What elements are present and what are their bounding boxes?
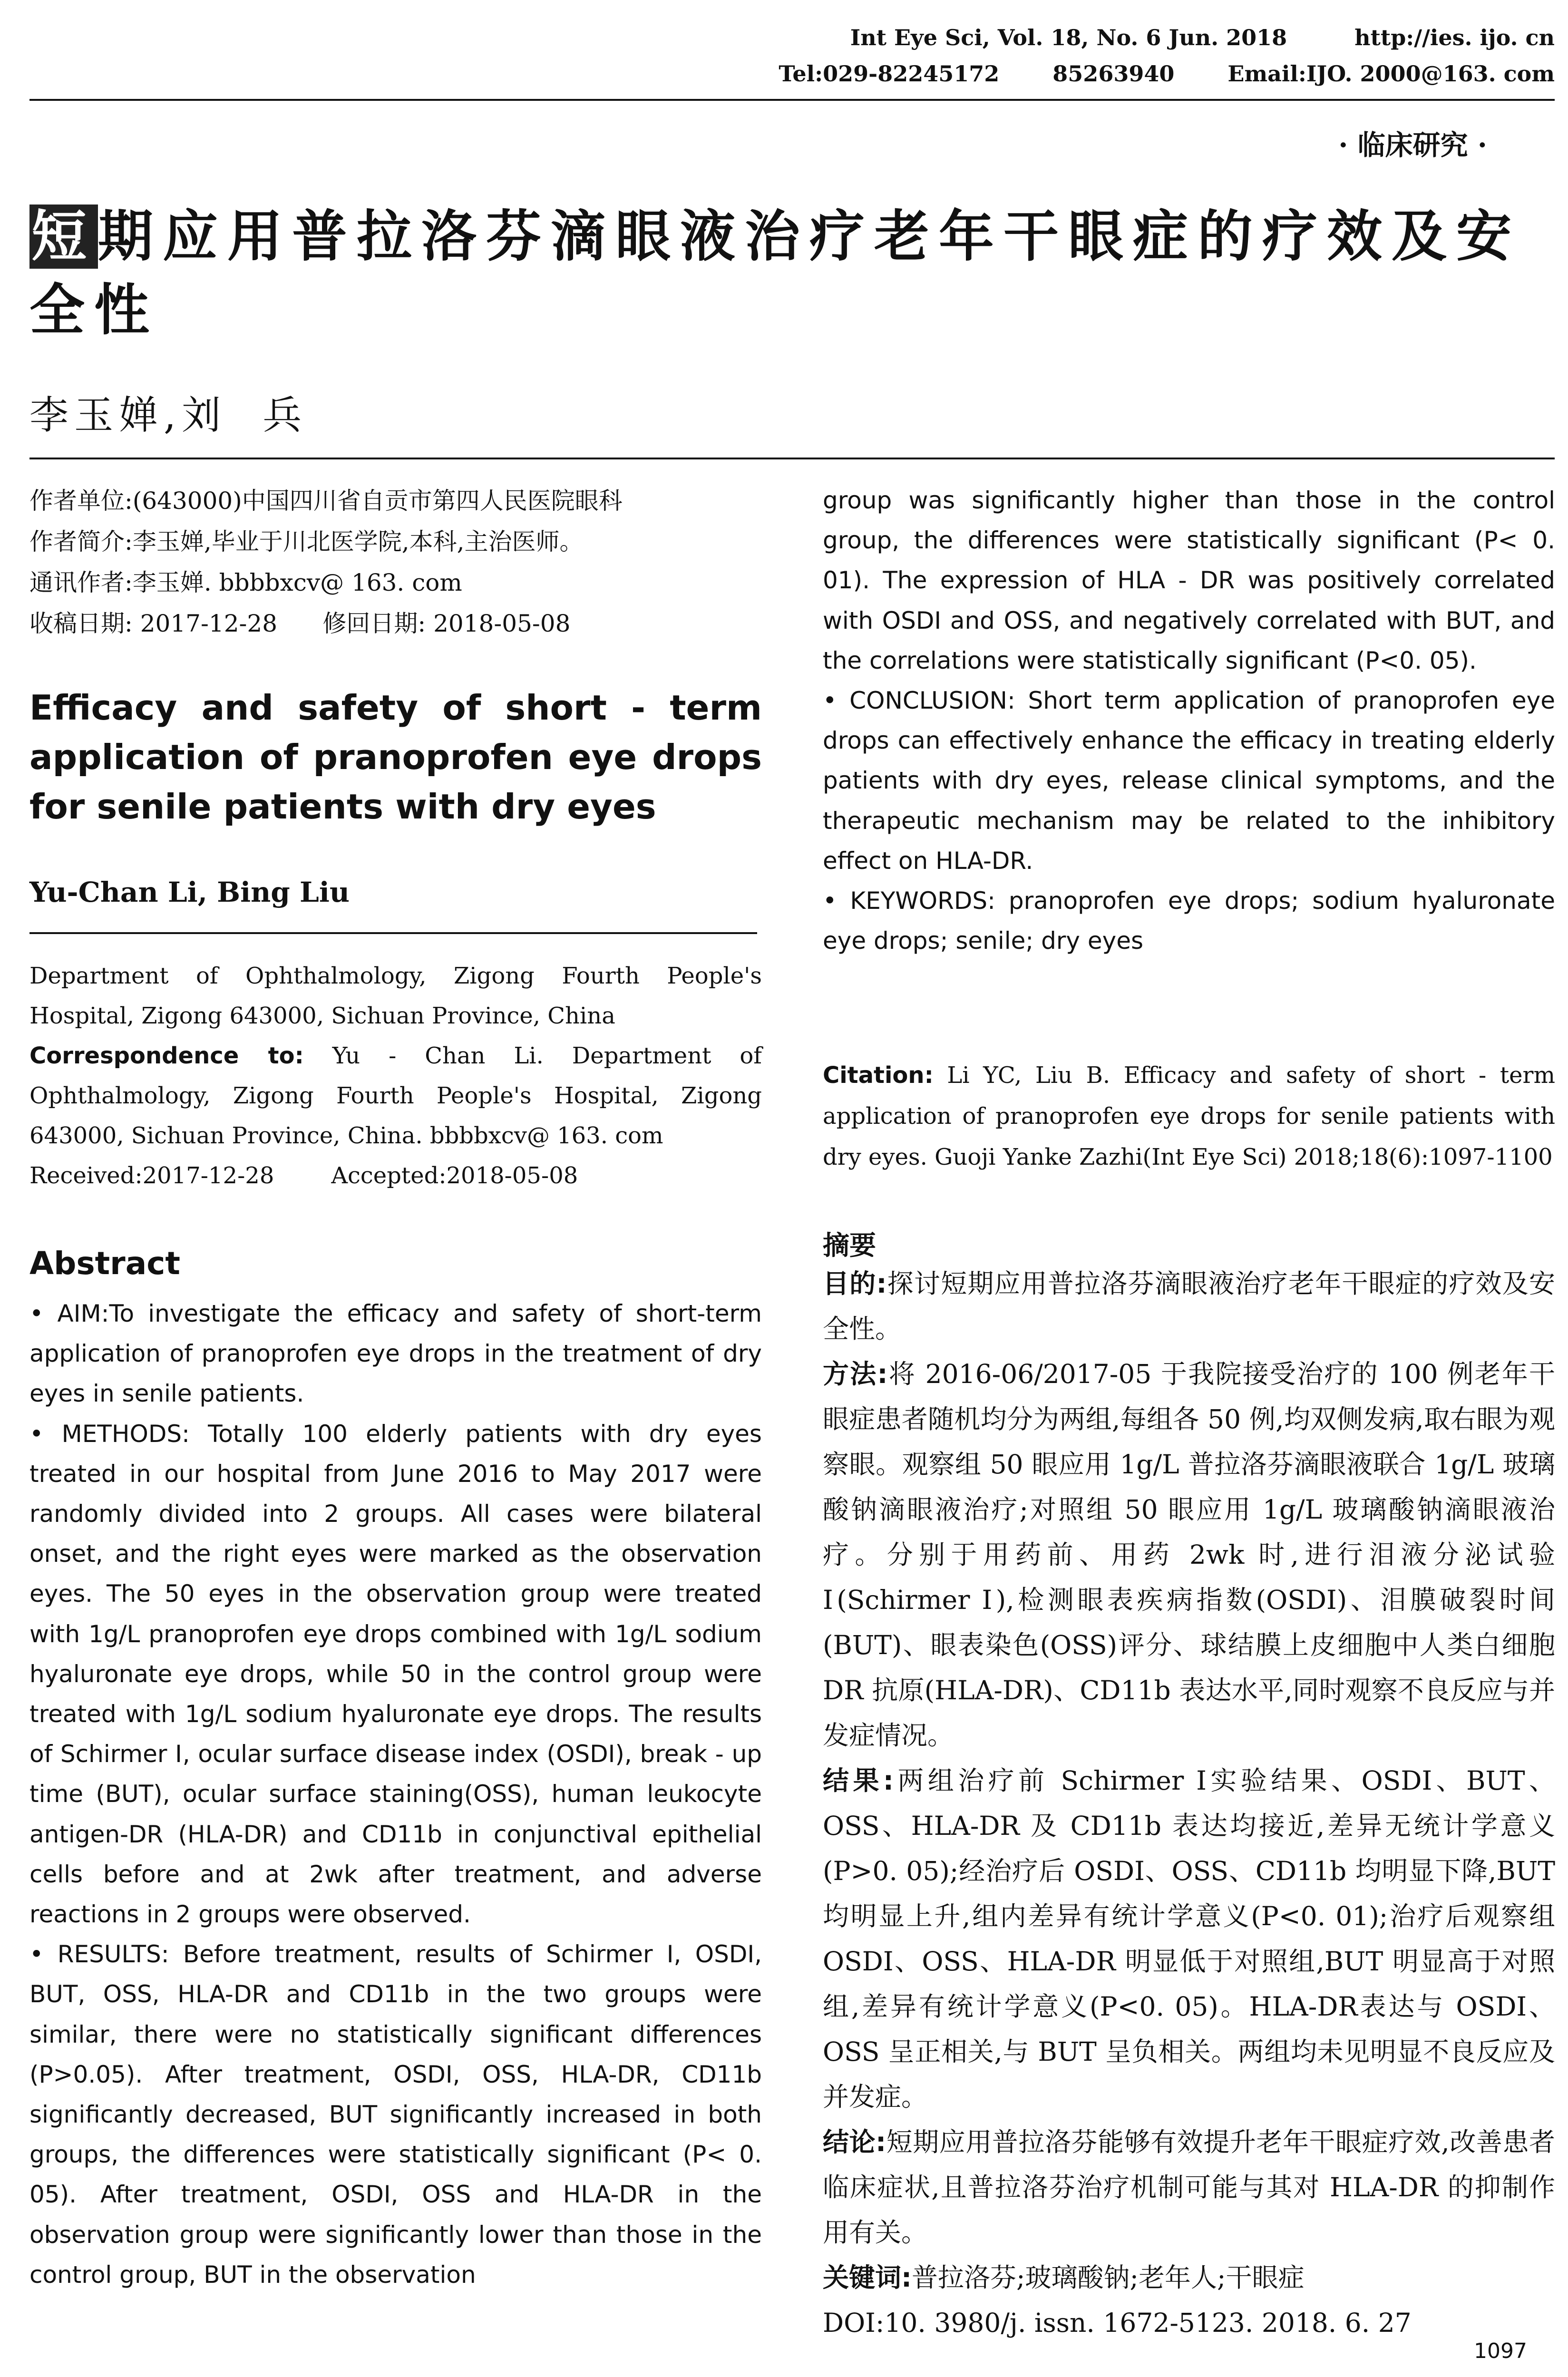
en-dates (29, 1156, 762, 1196)
cn-conclusion-label: 结论: (823, 2127, 886, 2157)
abstract-results-part1: • RESULTS: Before treatment, results of Schirmer I, OSDI, BUT, OSS, HLA-DR and CD11b in the two groups were similar, there were no statistically significant differences (P>0.05). After treatment, OSDI, OSS, HLA-DR, CD11b significantly decreased, BUT significantly increased in both groups, the differences were statistically significant (P< 0. 05). After treatment, OSDI, OSS and HLA-DR in the observation group were significantly lower than those in the control group, BUT in the observation (29, 1940, 762, 2289)
cn-meta-bio: 作者简介:李玉婵,毕业于川北医学院,本科,主治医师。 (29, 528, 584, 555)
cn-aim-label: 目的: (823, 1268, 887, 1299)
citation-label: Citation: (823, 1062, 934, 1089)
abstract-methods: • METHODS: Totally 100 elderly patients with dry eyes treated in our hospital from June 2016 to May 2017 were randomly divided into 2 groups. All cases were bilateral onset, and the right eyes were marked as the observation eyes. The 50 eyes in the observation group were treated with 1g/L pranoprofen eye drops combined with 1g/L sodium hyaluronate eye drops, while 50 in the control group were treated with 1g/L sodium hyaluronate eye drops. The results of Schirmer Ⅰ, ocular surface disease index (OSDI), break - up time (BUT), ocular surface staining(OSS), human leukocyte antigen-DR (HLA-DR) and CD11b in conjunctival epithelial cells before and at 2wk after treatment, and adverse reactions in 2 groups were observed. (29, 1420, 762, 1929)
cn-conclusion-text: 短期应用普拉洛芬能够有效提升老年干眼症疗效,改善患者临床症状,且普拉洛芬治疗机制可能与其对 HLA-DR 的抑制作用有关。 (823, 2127, 1556, 2248)
correspondence-text: Yu - Chan Li. Department of Ophthalmology, Zigong Fourth People's Hospital, Zigong 643000, Sichuan Province, China. bbbbxcv@ 163. com (29, 1042, 762, 1149)
en-authors: Yu-Chan Li, Bing Liu (29, 876, 350, 908)
accepted-date: Accepted:2018-05-08 (331, 1162, 578, 1189)
cn-methods-label: 方法: (823, 1359, 888, 1389)
abstract-keywords: • KEYWORDS: pranoprofen eye drops; sodium hyaluronate eye drops; senile; dry eyes (823, 887, 1555, 955)
title-rule (29, 458, 1555, 459)
cn-keywords-label: 关键词: (823, 2262, 912, 2293)
journal-email: Email:IJO. 2000@163. com (1227, 61, 1555, 87)
cn-doi: DOI:10. 3980/j. issn. 1672-5123. 2018. 6. 27 (823, 2308, 1412, 2338)
journal-tel2: 85263940 (1052, 61, 1175, 87)
journal-citation: Int Eye Sci, Vol. 18, No. 6 Jun. 2018 (850, 25, 1287, 50)
title-rest: 期应用普拉洛芬滴眼液治疗老年干眼症的疗效及安全性 (29, 205, 1521, 342)
cn-meta-corresponding: 通讯作者:李玉婵. bbbbxcv@ 163. com (29, 569, 462, 596)
cn-meta (29, 480, 762, 644)
cn-aim-text: 探讨短期应用普拉洛芬滴眼液治疗老年干眼症的疗效及安全性。 (823, 1268, 1555, 1344)
journal-url: http://ies. ijo. cn (1354, 25, 1555, 50)
abstract-aim: • AIM:To investigate the efficacy and safety of short-term application of pranoprofen eye drops in the treatment of dry eyes in senile patients. (29, 1300, 762, 1408)
section-tag: · 临床研究 · (1338, 129, 1487, 161)
abstract-right (823, 480, 1555, 961)
authors-cn: 李玉婵,刘 兵 (29, 393, 308, 438)
cn-results (823, 1758, 1555, 2120)
en-authors-rule (29, 932, 757, 934)
cn-methods-text: 将 2016-06/2017-05 于我院接受治疗的 100 例老年干眼症患者随机均分为两组,每组各 50 例,均双侧发病,取右眼为观察眼。观察组 50 眼应用 1g/L 普拉洛芬滴眼液联合 1g/L 玻璃酸钠滴眼液治疗;对照组 50 眼应用 1g/L 玻璃酸钠滴眼液治疗。分别于用药前、用药 2wk 时,进行泪液分泌试验Ⅰ(Schirmer Ⅰ),检测眼表疾病指数(OSDI)、泪膜破裂时间(BUT)、眼表染色(OSS)评分、球结膜上皮细胞中人类白细胞 DR 抗原(HLA-DR)、CD11b 表达水平,同时观察不良反应与并发症情况。 (823, 1359, 1555, 1751)
article-title (29, 200, 1551, 347)
cn-meta-affiliation: 作者单位:(643000)中国四川省自贡市第四人民医院眼科 (29, 487, 623, 515)
title-first-char: 短 (29, 205, 98, 269)
page-number: 1097 (1474, 2339, 1527, 2363)
cn-methods (823, 1352, 1555, 1758)
abstract-conclusion: • CONCLUSION: Short term application of pranoprofen eye drops can effectively enhance the efficacy in treating elderly patients with dry eyes, release clinical symptoms, and the therapeutic mechanism may be related to the inhibitory effect on HLA-DR. (823, 687, 1555, 875)
received-date: Received:2017-12-28 (29, 1162, 274, 1189)
journal-tel: Tel:029-82245172 (779, 61, 1000, 87)
en-meta (29, 956, 762, 1196)
cn-conclusion (823, 2120, 1555, 2255)
en-title: Efficacy and safety of short - term application of pranoprofen eye drops for senile patients with dry eyes (29, 688, 762, 827)
cn-meta-dates: 收稿日期: 2017-12-28 修回日期: 2018-05-08 (29, 610, 571, 637)
running-header-line2 (779, 61, 1555, 87)
en-correspondence (29, 1036, 762, 1156)
correspondence-label: Correspondence to: (29, 1042, 304, 1069)
en-department: Department of Ophthalmology, Zigong Fourth People's Hospital, Zigong 643000, Sichuan Province, China (29, 963, 762, 1029)
header-rule (29, 99, 1555, 101)
cn-keywords-text: 普拉洛芬;玻璃酸钠;老年人;干眼症 (912, 2262, 1305, 2293)
abstract-heading: Abstract (29, 1245, 180, 1282)
citation (823, 1055, 1555, 1178)
cn-abstract (823, 1261, 1555, 2346)
abstract-results-part2: group was significantly higher than those in the control group, the differences were statistically significant (P< 0. 01). The expression of HLA - DR was positively correlated with OSDI and OSS, and negatively correlated with BUT, and the correlations were statistically significant (P<0. 05). (823, 487, 1555, 674)
citation-text: Li YC, Liu B. Efficacy and safety of short - term application of pranoprofen eye drops for senile patients with dry eyes. Guoji Yanke Zazhi(Int Eye Sci) 2018;18(6):1097-1100 (823, 1062, 1555, 1170)
cn-results-label: 结果: (823, 1765, 894, 1796)
cn-aim (823, 1261, 1555, 1352)
cn-results-text: 两组治疗前 Schirmer Ⅰ实验结果、OSDI、BUT、OSS、HLA-DR 及 CD11b 表达均接近,差异无统计学意义(P>0. 05);经治疗后 OSDI、OSS、CD11b 均明显下降,BUT 均明显上升,组内差异有统计学意义(P<0. 01);治疗后观察组 OSDI、OSS、HLA-DR 明显低于对照组,BUT 明显高于对照组,差异有统计学意义(P<0. 05)。HLA-DR表达与 OSDI、OSS 呈正相关,与 BUT 呈负相关。两组均未见明显不良反应及并发症。 (823, 1765, 1555, 2112)
running-header-line1 (850, 25, 1555, 50)
cn-keywords (823, 2255, 1555, 2300)
abstract-left (29, 1294, 762, 2295)
cn-abstract-heading: 摘要 (823, 1230, 876, 1261)
